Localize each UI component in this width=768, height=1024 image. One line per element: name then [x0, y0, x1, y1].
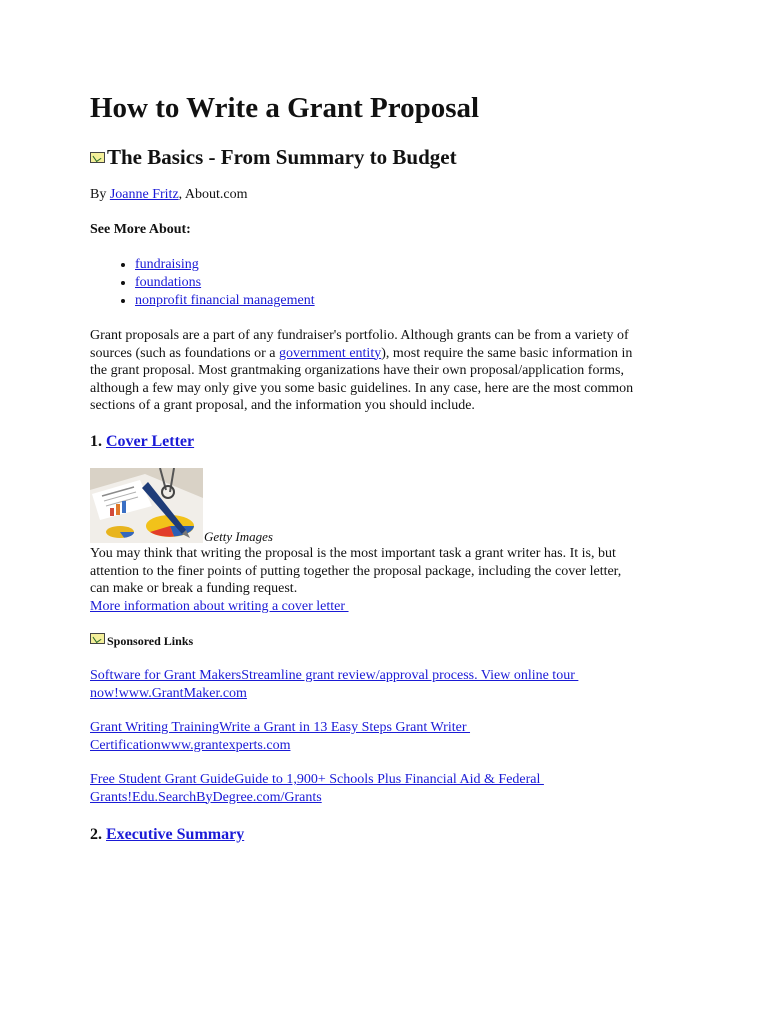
executive-summary-link[interactable]: Executive Summary	[106, 826, 245, 843]
topic-link-fundraising[interactable]: fundraising	[135, 257, 199, 272]
author-link[interactable]: Joanne Fritz	[109, 187, 179, 202]
section-heading-cover-letter: 1. Cover Letter	[90, 433, 195, 450]
topic-link-nonprofit-financial-management[interactable]: nonprofit financial management	[135, 293, 315, 308]
cover-letter-line-2: attention to the finer points of putting together the proposal package, including the cover letter,	[90, 563, 622, 579]
sponsored-link-1[interactable]: Software for Grant MakersStreamline grant review/approval process. View online tour now!www.GrantMaker.com	[90, 668, 579, 701]
list-item	[135, 292, 315, 310]
intro-line-4: although a few may only give you some basic guidelines. In any case, here are the most common	[90, 380, 634, 396]
charts-illustration	[90, 468, 203, 543]
cover-letter-more-link[interactable]: More information about writing a cover letter	[90, 598, 349, 614]
topic-link-foundations[interactable]: foundations	[135, 275, 202, 290]
page-title: How to Write a Grant Proposal	[90, 92, 480, 124]
broken-image-icon	[90, 152, 105, 163]
cover-letter-line-3: can make or break a funding request.	[90, 581, 298, 596]
government-entity-link[interactable]: government entity	[278, 345, 382, 361]
cover-letter-link[interactable]: Cover Letter	[106, 433, 195, 450]
intro-line-2: sources (such as foundations or a government entity), most require the same basic information in	[90, 345, 633, 361]
sponsored-link-2[interactable]: Grant Writing TrainingWrite a Grant in 13 Easy Steps Grant Writer Certificationwww.grantexperts.com	[90, 720, 471, 753]
see-more-label: See More About:	[90, 222, 191, 237]
sponsored-links-heading: Sponsored Links	[90, 633, 193, 649]
section-heading-executive-summary: 2. Executive Summary	[90, 826, 245, 843]
broken-image-icon	[90, 633, 105, 644]
intro-line-3: the grant proposal. Most grantmaking organizations have their own proposal/application forms,	[90, 363, 624, 378]
page-subtitle	[90, 144, 457, 170]
cover-letter-line-1: You may think that writing the proposal is the most important task a grant writer has. It is, but	[90, 546, 616, 561]
list-item	[135, 256, 315, 274]
charts-photo	[90, 468, 203, 543]
cover-letter-more	[90, 598, 349, 616]
intro-line-5: sections of a grant proposal, and the information you should include.	[90, 398, 475, 413]
image-credit: Getty Images	[204, 529, 273, 544]
topic-list	[113, 256, 315, 310]
subtitle-text: The Basics - From Summary to Budget	[107, 145, 457, 169]
intro-line-1: Grant proposals are a part of any fundraiser's portfolio. Although grants can be from a variety of	[90, 328, 629, 343]
sponsored-link-3[interactable]: Free Student Grant GuideGuide to 1,900+ Schools Plus Financial Aid & Federal Grants!Edu.SearchByDegree.com/Grants	[90, 772, 544, 805]
list-item	[135, 274, 315, 292]
byline: By Joanne Fritz, About.com	[90, 187, 248, 202]
